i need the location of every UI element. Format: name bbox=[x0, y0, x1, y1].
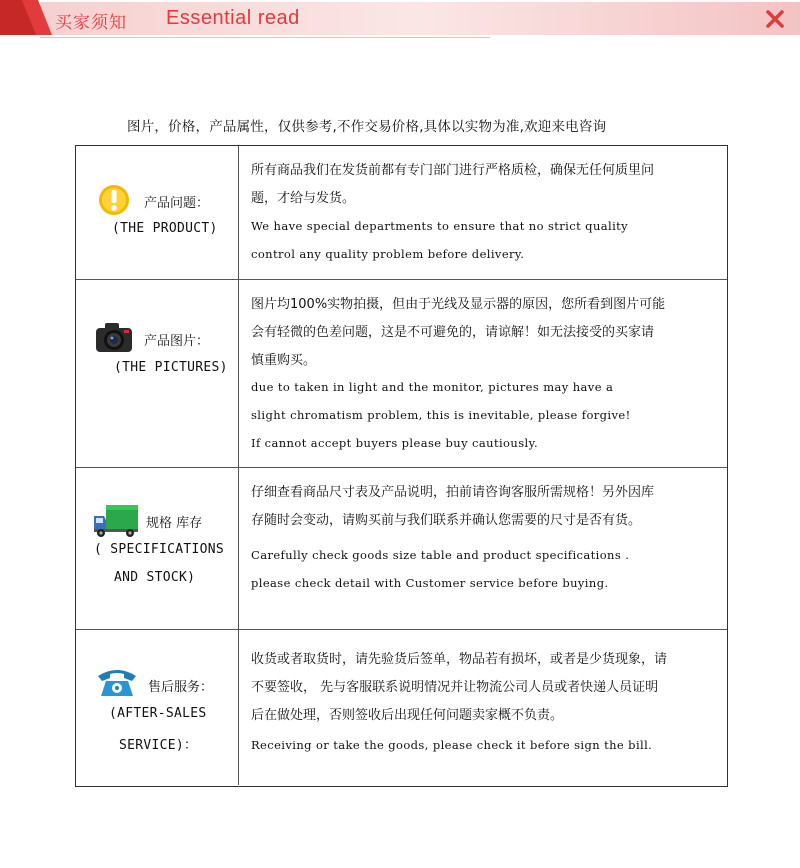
content-en-line: due to taken in light and the monitor, pictures may have a bbox=[251, 380, 614, 394]
content-cn-line: 图片均100%实物拍摄，但由于光线及显示器的原因，您所看到图片可能 bbox=[251, 297, 666, 312]
label-en-continued: AND STOCK) bbox=[114, 570, 196, 585]
label-en-continued: SERVICE)： bbox=[119, 738, 198, 753]
telephone-icon bbox=[96, 666, 138, 698]
label-cell-pictures bbox=[76, 280, 238, 467]
content-en-line: slight chromatism problem, this is inevitable, please forgive! bbox=[251, 408, 631, 422]
content-cell-pictures bbox=[251, 280, 717, 468]
content-cn-line: 慎重购买。 bbox=[251, 353, 317, 368]
content-en-line: control any quality problem before delivery. bbox=[251, 247, 525, 261]
label-cell-specifications bbox=[76, 468, 238, 629]
cell-divider bbox=[238, 146, 239, 279]
camera-icon bbox=[94, 320, 134, 354]
table-row-after-sales bbox=[76, 629, 727, 785]
cell-divider bbox=[238, 630, 239, 785]
content-cn-line: 后在做处理，否则签收后出现任何问题卖家概不负责。 bbox=[251, 708, 564, 723]
table-row-specifications bbox=[76, 467, 727, 629]
label-en: (THE PICTURES) bbox=[114, 360, 228, 375]
cell-divider bbox=[238, 468, 239, 629]
close-x-icon[interactable] bbox=[764, 8, 786, 30]
header-title-cn: 买家须知 bbox=[55, 13, 127, 33]
disclaimer-notice: 图片，价格，产品属性，仅供参考,不作交易价格,具体以实物为准,欢迎来电咨询 bbox=[127, 119, 607, 135]
label-cn: 售后服务： bbox=[148, 680, 214, 695]
content-cn-line: 题，才给与发货。 bbox=[251, 191, 356, 206]
label-cn: 产品问题： bbox=[144, 196, 210, 211]
table-row-product bbox=[76, 146, 727, 279]
cell-divider bbox=[238, 280, 239, 467]
content-cell-after-sales bbox=[251, 630, 717, 786]
label-cell-product bbox=[76, 146, 238, 279]
header-title-en: Essential read bbox=[166, 7, 300, 29]
content-en-line: Receiving or take the goods, please check it before sign the bill. bbox=[251, 738, 653, 752]
content-cn-line: 所有商品我们在发货前都有专门部门进行严格质检，确保无任何质里问 bbox=[251, 163, 655, 178]
label-en: ( SPECIFICATIONS bbox=[94, 542, 225, 557]
label-cn: 产品图片： bbox=[144, 334, 210, 349]
content-en-line: Carefully check goods size table and product specifications . bbox=[251, 548, 630, 562]
content-cell-product bbox=[251, 146, 717, 279]
content-en-line: We have special departments to ensure that no strict quality bbox=[251, 219, 629, 233]
label-cell-after-sales bbox=[76, 630, 238, 785]
exclamation-icon bbox=[98, 184, 130, 216]
header-banner bbox=[0, 0, 800, 48]
content-cn-line: 仔细查看商品尺寸表及产品说明，拍前请咨询客服所需规格！另外因库 bbox=[251, 485, 655, 500]
table-row-pictures bbox=[76, 279, 727, 467]
content-cn-line: 会有轻微的色差问题，这是不可避免的，请谅解！如无法接受的买家请 bbox=[251, 325, 655, 340]
content-cn-line: 不要签收， 先与客服联系说明情况并让物流公司人员或者快递人员证明 bbox=[251, 680, 659, 695]
label-en: (THE PRODUCT) bbox=[112, 221, 218, 236]
content-en-line: please check detail with Customer service before buying. bbox=[251, 576, 609, 590]
content-en-line: If cannot accept buyers please buy cautiously. bbox=[251, 436, 538, 450]
delivery-truck-icon bbox=[92, 502, 140, 540]
label-cn: 规格 库存 bbox=[146, 516, 203, 531]
content-cn-line: 收货或者取货时，请先验货后签单，物品若有损坏，或者是少货现象，请 bbox=[251, 652, 668, 667]
header-underline bbox=[40, 37, 490, 38]
label-en: (AFTER-SALES bbox=[109, 706, 207, 721]
content-cn-line: 存随时会变动，请购买前与我们联系并确认您需要的尺寸是否有货。 bbox=[251, 513, 642, 528]
info-table bbox=[75, 145, 728, 787]
content-cell-specifications bbox=[251, 468, 717, 630]
